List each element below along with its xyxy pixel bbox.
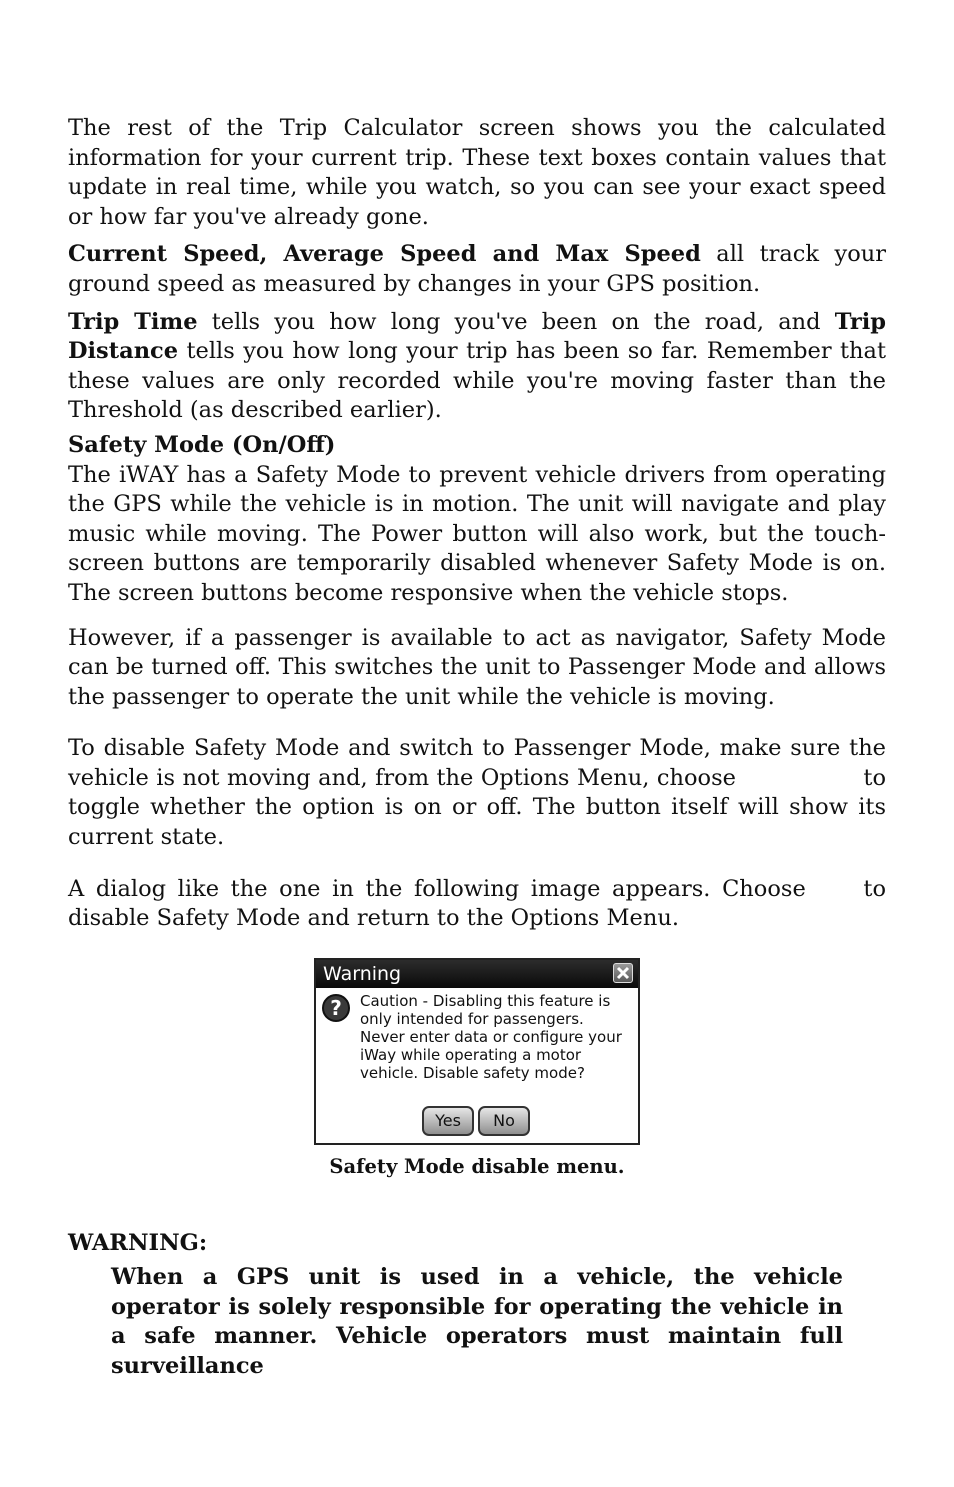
dialog-message: Caution - Disabling this feature is only intended for passengers. Never enter data or configure your iWay while operating a motor vehicle. Disable safety mode? xyxy=(360,992,622,1082)
warning-label: WARNING: xyxy=(68,1230,208,1256)
dialog-title-bar xyxy=(316,960,638,988)
trip-text-1: tells you how long you've been on the road, and xyxy=(197,308,835,335)
disable-text-1: To disable Safety Mode and switch to Passenger Mode, make sure the vehicle is not moving and, from the Options Menu, choose xyxy=(68,735,886,791)
trip-time-term: Trip Time xyxy=(68,308,198,335)
trip-distance-term: Trip Distance xyxy=(68,308,886,365)
dialog-title: Warning xyxy=(323,963,402,985)
speed-terms: Current Speed, Average Speed and Max Speed xyxy=(68,241,701,268)
figure-caption: Safety Mode disable menu. xyxy=(329,1155,625,1178)
intro-paragraph: The rest of the Trip Calculator screen shows you the calculated information for your current trip. These text boxes contain values that update in real time, while you watch, so you can see your exact speed or how far you've already gone. xyxy=(68,115,886,230)
trip-paragraph xyxy=(68,308,886,426)
safety-paragraph: The iWAY has a Safety Mode to prevent vehicle drivers from operating the GPS while the vehicle is in motion. The unit will navigate and play music while moving. The Power button will also work, but the touch-screen buttons are temporarily disabled whenever Safety Mode is on. The screen buttons become responsive when the vehicle stops. xyxy=(68,461,886,606)
dialog-body xyxy=(316,988,638,1097)
close-icon[interactable] xyxy=(613,963,633,983)
disable-text-2: to toggle whether the option is on or off. The button itself will show its current state. xyxy=(68,764,886,851)
passenger-paragraph: However, if a passenger is available to act as navigator, Safety Mode can be turned off. This switches the unit to Passenger Mode and allows the passenger to operate the unit while the vehicle is moving. xyxy=(68,624,886,710)
dialog-text-2: to disable Safety Mode and return to the Options Menu. xyxy=(68,875,886,932)
question-icon: ? xyxy=(322,994,350,1022)
speed-text: all track your ground speed as measured by changes in your GPS position. xyxy=(68,241,887,297)
dialog-paragraph xyxy=(68,875,886,934)
dialog-text-1: A dialog like the one in the following image appears. Choose xyxy=(68,875,806,902)
warning-dialog-screenshot xyxy=(314,958,640,1145)
trip-text-2: tells you how long your trip has been so far. Remember that these values are only recorded while you're moving faster than the Threshold (as described earlier). xyxy=(68,338,886,424)
disable-paragraph xyxy=(68,734,886,852)
dialog-buttons xyxy=(422,1106,534,1136)
yes-button[interactable]: Yes xyxy=(422,1106,474,1136)
warning-text: When a GPS unit is used in a vehicle, the vehicle operator is solely responsible for operating the vehicle in a safe manner. Vehicle operators must maintain full surveillance xyxy=(111,1264,843,1379)
no-button[interactable]: No xyxy=(478,1106,530,1136)
section-heading: Safety Mode (On/Off) xyxy=(68,431,336,458)
body-text xyxy=(68,114,886,934)
speed-paragraph xyxy=(68,240,886,299)
